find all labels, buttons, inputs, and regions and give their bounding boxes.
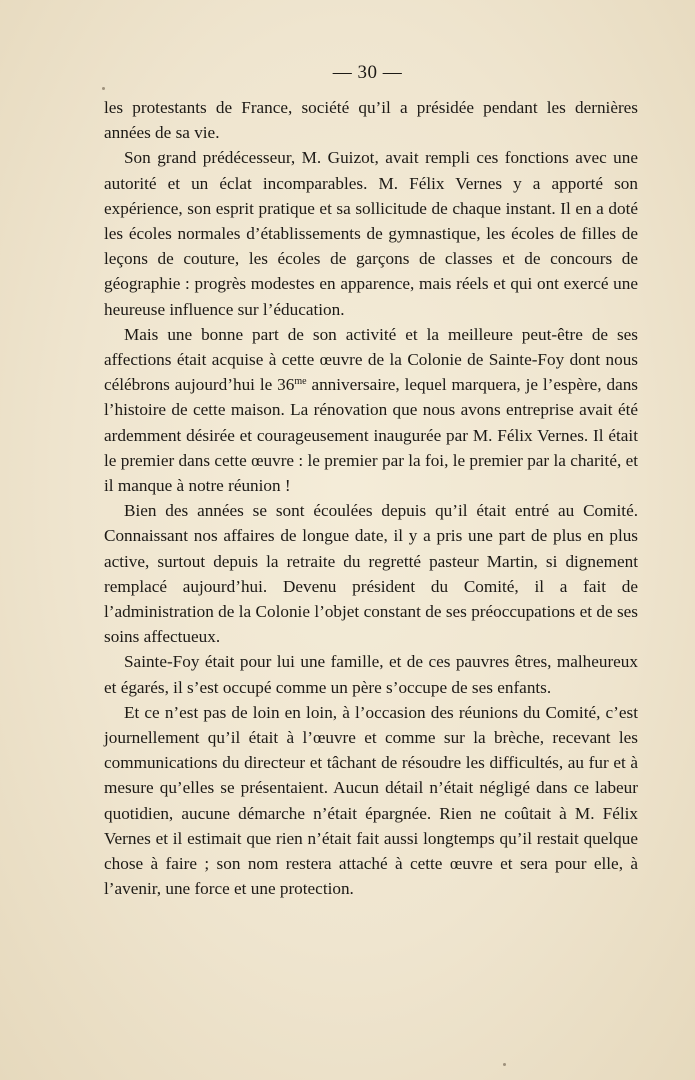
paragraph-6: Et ce n’est pas de loin en loin, à l’occasion des réunions du Comité, c’est journellement qu’il était à l’œuvre et comme sur la brèche, recevant les communications du directeur et tâchant de résoudre les difficultés, au fur et à mesure qu’elles se présentaient. Aucun détail n’était négligé dans ce labeur quotidien, aucune démarche n’était épargnée. Rien ne coûtait à M. Félix Vernes et il estimait que rien n’était fait aussi longtemps qu’il restait quelque chose à faire ; son nom restera attaché à cette œuvre et sera pour elle, à l’avenir, une force et une protection. [104,702,638,899]
ordinal-superscript: me [294,376,307,388]
paragraph-3-text-after: anniversaire, lequel marquera, je l’espère, dans l’histoire de cette maison. La rénovation que nous avons entreprise avait été ardemment désirée et courageusement inaugurée par M. Félix Vernes. Il était le premier dans cette œuvre : le premier par la foi, le premier par la charité, et il manque à notre réunion ! [104,375,638,496]
paragraph-5: Sainte-Foy était pour lui une famille, et de ces pauvres êtres, malheureux et égarés, il s’est occupé comme un père s’occupe de ses enfants. [104,652,638,697]
body-text [104,95,638,902]
page-number: — 30 — [332,62,403,83]
paper-speck [503,1063,506,1066]
paper-speck [102,87,105,90]
paragraph-2: Son grand prédécesseur, M. Guizot, avait rempli ces fonctions avec une autorité et un éclat incomparables. M. Félix Vernes y a apporté son expérience, son esprit pratique et sa sollicitude de chaque instant. Il en a doté les écoles normales d’établissements de gymnastique, les écoles de filles de leçons de couture, les écoles de garçons de classes et de concours de géographie : progrès modestes en apparence, mais réels et qui ont exercé une heureuse influence sur l’éducation. [104,148,638,319]
paragraph-1: les protestants de France, société qu’il a présidée pendant les dernières années de sa vie. [104,98,638,143]
paragraph-4: Bien des années se sont écoulées depuis qu’il était entré au Comité. Connaissant nos affaires de longue date, il y a pris une part de plus en plus active, surtout depuis la retraite du regretté pasteur Martin, si dignement remplacé aujourd’hui. Devenu président du Comité, il a fait de l’administration de la Colonie l’objet constant de ses préoccupations et de ses soins affectueux. [104,501,638,647]
paragraph-3 [104,322,638,498]
paragraph-3-text-before: Mais une bonne part de son activité et la meilleure peut-être de ses affections était acquise à cette œuvre de la Colonie de Sainte-Foy dont nous célébrons aujourd’hui le 36 [104,324,638,395]
